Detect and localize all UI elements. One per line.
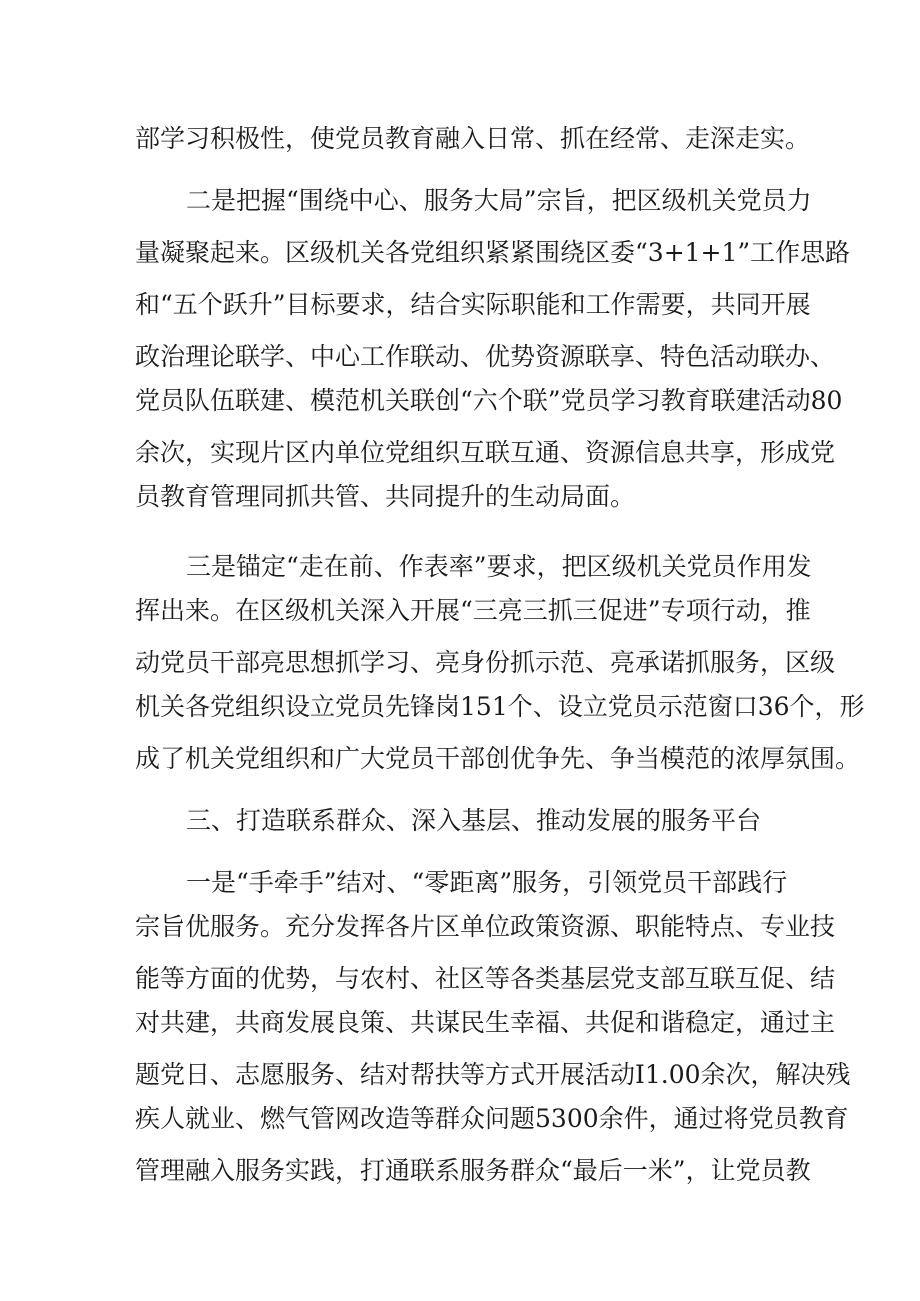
text-line: 党员队伍联建、模范机关联创“六个联”党员学习教育联建活动80	[135, 386, 843, 415]
text-line: 员教育管理同抓共管、共同提升的生动局面。	[135, 482, 636, 511]
text-line: 机关各党组织设立党员先锋岗151个、设立党员示范窗口36个，形	[135, 692, 865, 721]
text-line: 对共建，共商发展良策、共谋民生幸福、共促和谐稳定，通过主	[135, 1008, 836, 1037]
text-line: 疾人就业、燃气管网改造等群众问题5300余件，通过将党员教育	[135, 1104, 849, 1133]
text-line: 管理融入服务实践，打通联系服务群众“最后一米”，让党员教	[135, 1156, 811, 1185]
text-line: 题党日、志愿服务、结对帮扶等方式开展活动I1.00余次，解决残	[135, 1060, 851, 1089]
text-line: 能等方面的优势，与农村、社区等各类基层党支部互联互促、结	[135, 964, 836, 993]
text-line: 量凝聚起来。区级机关各党组织紧紧围绕区委“3+1+1”工作思路	[135, 238, 851, 267]
paragraph-first-line: 三是锚定“走在前、作表率”要求，把区级机关党员作用发	[186, 552, 812, 581]
text-line: 宗旨优服务。充分发挥各片区单位政策资源、职能特点、专业技	[135, 912, 836, 941]
text-line: 政治理论联学、中心工作联动、优势资源联享、特色活动联办、	[135, 342, 836, 371]
text-line: 成了机关党组织和广大党员干部创优争先、争当模范的浓厚氛围。	[135, 744, 861, 773]
text-line: 挥出来。在区级机关深入开展“三亮三抓三促进”专项行动，推	[135, 596, 811, 625]
text-line: 余次，实现片区内单位党组织互联互通、资源信息共享，形成党	[135, 438, 836, 467]
text-line: 部学习积极性，使党员教育融入日常、抓在经常、走深走实。	[135, 124, 811, 153]
paragraph-first-line: 一是“手牵手”结对、“零距离”服务，引领党员干部践行	[186, 868, 788, 897]
text-line: 和“五个跃升”目标要求，结合实际职能和工作需要，共同开展	[135, 290, 811, 319]
section-heading: 三、打造联系群众、深入基层、推动发展的服务平台	[186, 806, 762, 835]
paragraph-first-line: 二是把握“围绕中心、服务大局”宗旨，把区级机关党员力	[186, 186, 812, 215]
text-line: 动党员干部亮思想抓学习、亮身份抓示范、亮承诺抓服务，区级	[135, 648, 836, 677]
